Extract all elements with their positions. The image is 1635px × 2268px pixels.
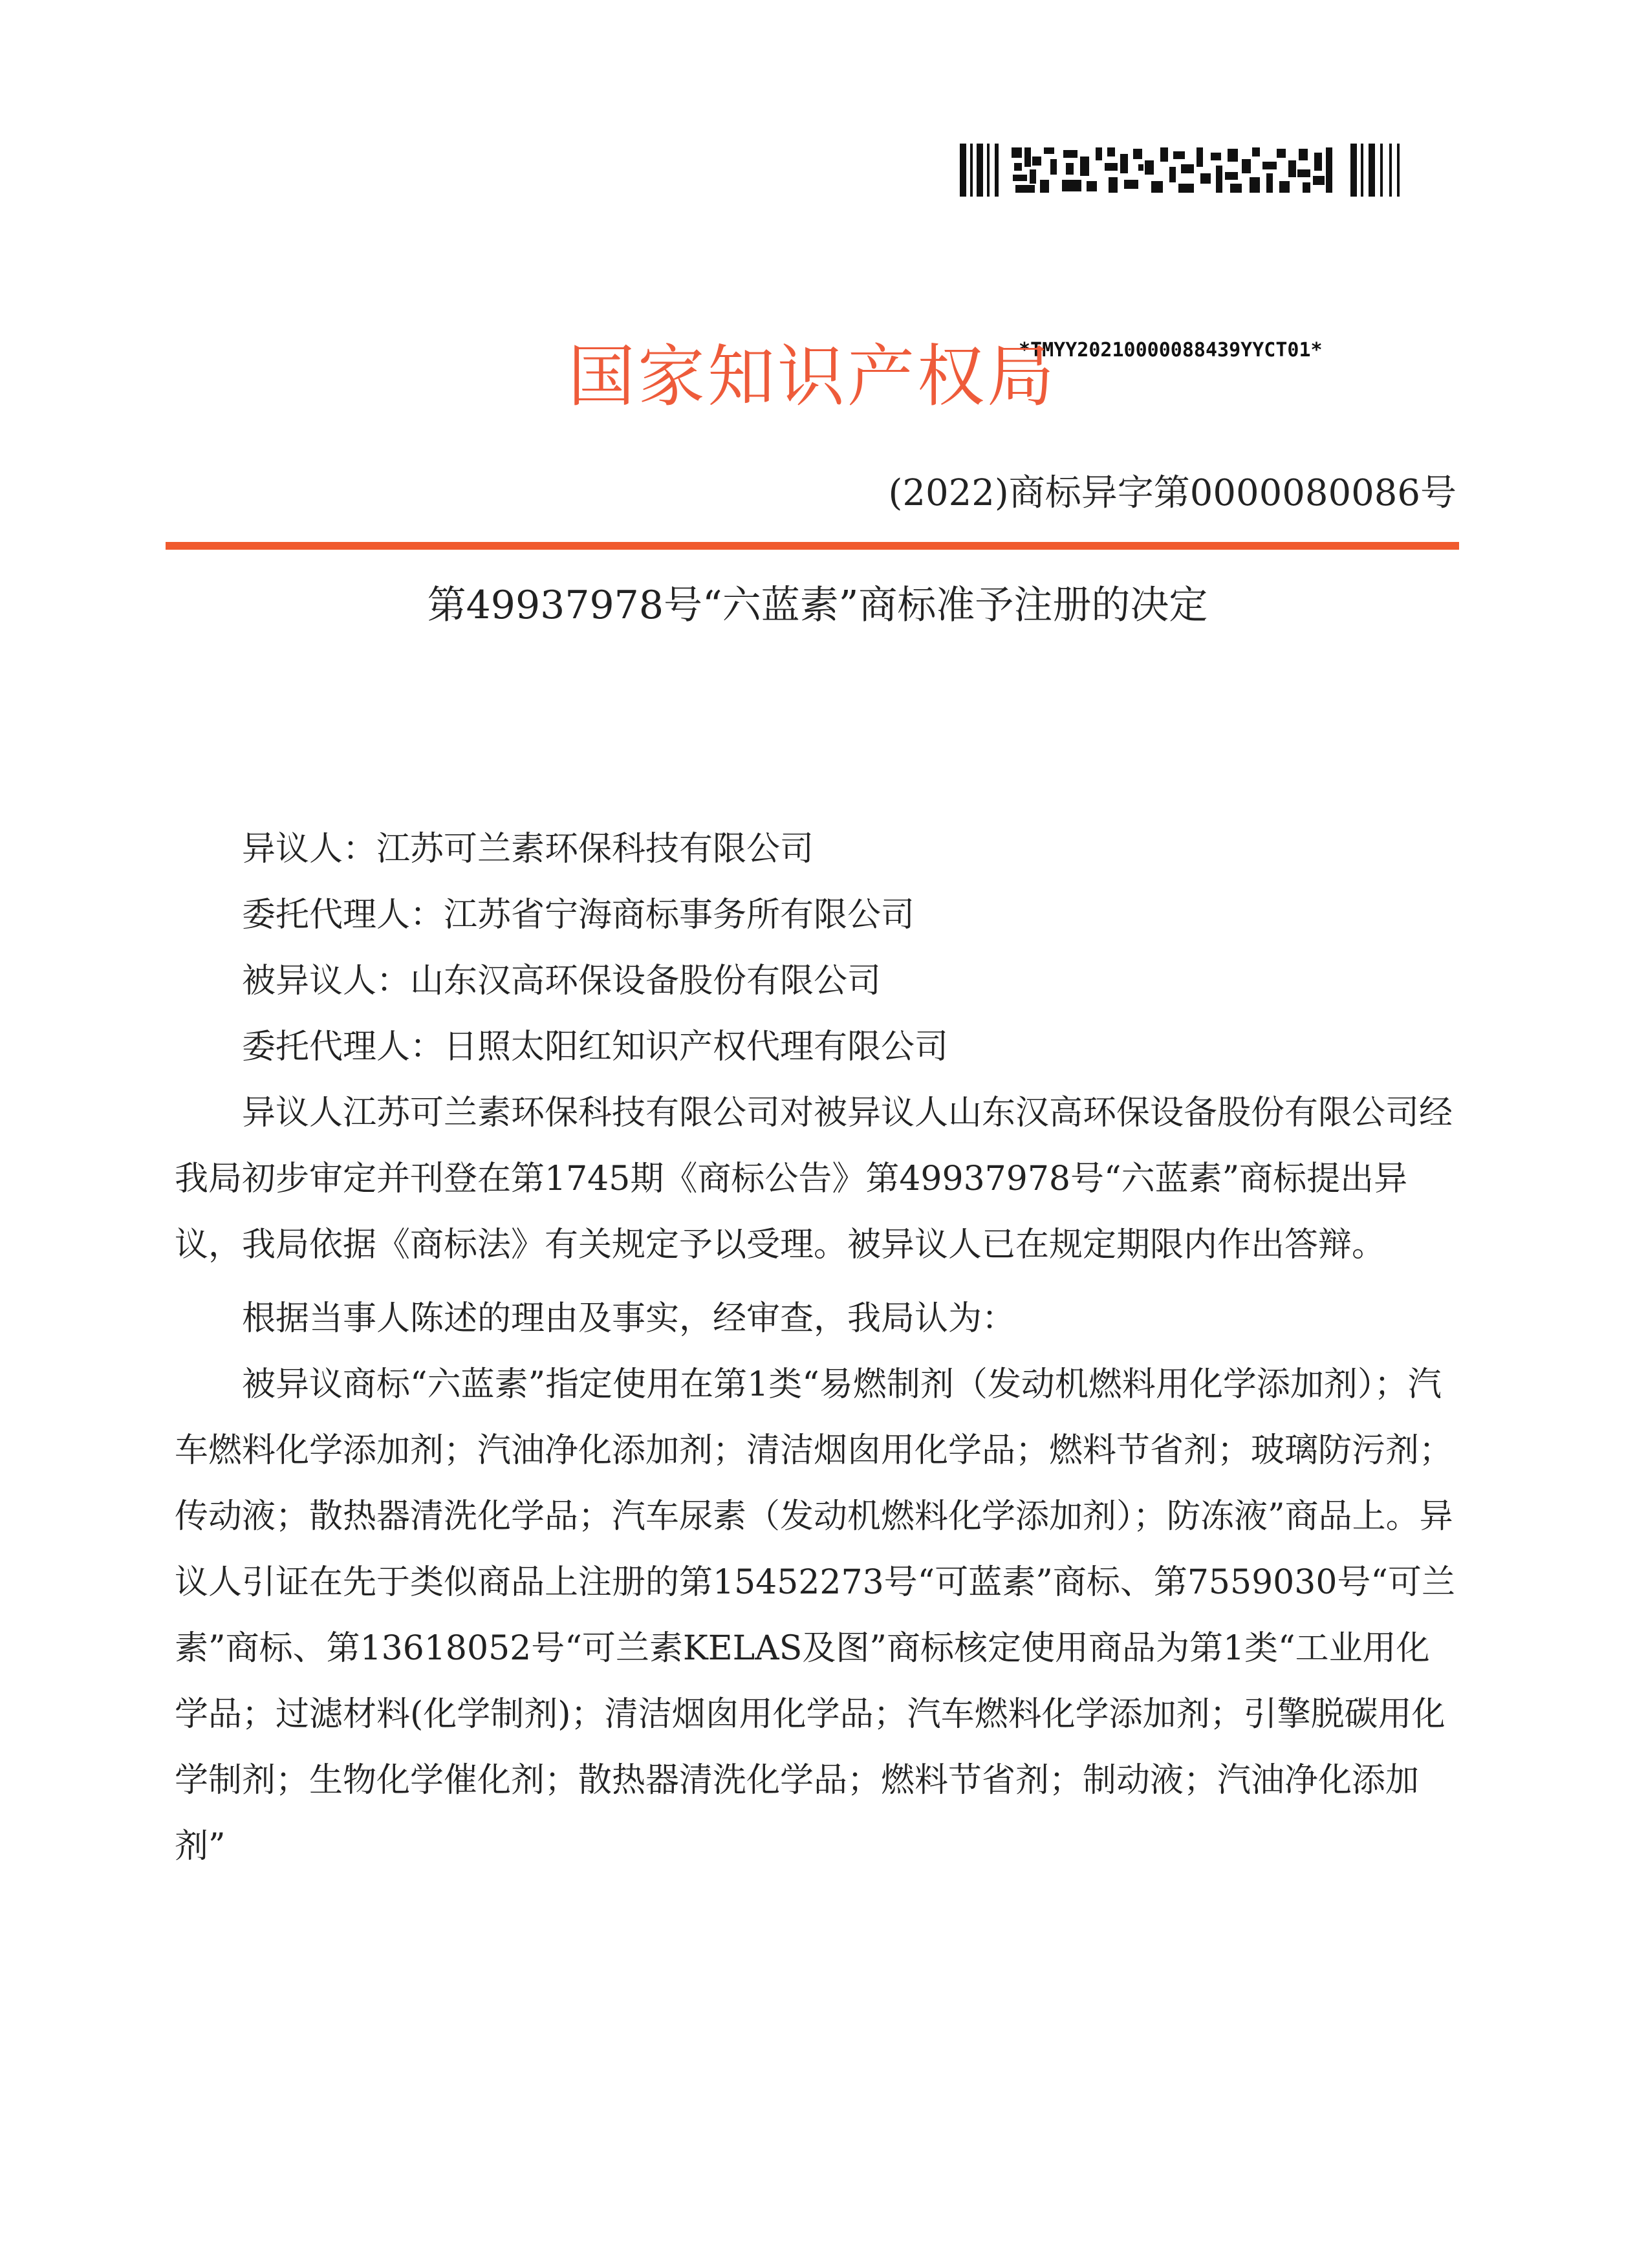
document-body xyxy=(175,816,1462,1879)
barcode-caption: *TMYY20210000088439YYCT01* xyxy=(1019,339,1323,362)
agency-name xyxy=(0,322,1635,419)
party-opponent-agent: 委托代理人：江苏省宁海商标事务所有限公司 xyxy=(242,896,915,934)
document-title: 第49937978号“六蓝素”商标准予注册的决定 xyxy=(427,583,1208,628)
document-number: (2022)商标异字第0000080086号 xyxy=(888,472,1456,514)
paragraph-analysis: 被异议商标“六蓝素”指定使用在第1类“易燃制剂（发动机燃料用化学添加剂）；汽车燃料化学添加剂；汽油净化添加剂；清洁烟囱用化学品；燃料节省剂；玻璃防污剂；传动液；散热器清洗化学品；汽车尿素（发动机燃料化学添加剂）；防冻液”商品上。异议人引证在先于类似商品上注册的第15452273号“可蓝素”商标、第7559030号“可兰素”商标、第13618052号“可兰素KELAS及图”商标核定使用商品为第1类“工业用化学品；过滤材料(化学制剂)；清洁烟囱用化学品；汽车燃料化学添加剂；引擎脱碳用化学制剂；生物化学催化剂；散热器清洗化学品；燃料节省剂；制动液；汽油净化添加剂” xyxy=(175,1365,1456,1866)
agency-name-text: 国家知识产权局 xyxy=(567,337,1057,416)
barcode-icon xyxy=(960,144,1413,197)
party-opponent: 异议人：江苏可兰素环保科技有限公司 xyxy=(242,830,814,869)
paragraph-background: 异议人江苏可兰素环保科技有限公司对被异议人山东汉高环保设备股份有限公司经我局初步审定并刊登在第1745期《商标公告》第49937978号“六蓝素”商标提出异议，我局依据《商标法》有关规定予以受理。被异议人已在规定期限内作出答辩。 xyxy=(175,1094,1453,1264)
barcode xyxy=(957,144,1423,362)
paragraph-finding-intro: 根据当事人陈述的理由及事实，经审查，我局认为： xyxy=(242,1299,1016,1338)
party-respondent-agent: 委托代理人：日照太阳红知识产权代理有限公司 xyxy=(242,1028,949,1066)
header-rule xyxy=(166,542,1459,550)
party-respondent: 被异议人：山东汉高环保设备股份有限公司 xyxy=(242,962,882,1000)
